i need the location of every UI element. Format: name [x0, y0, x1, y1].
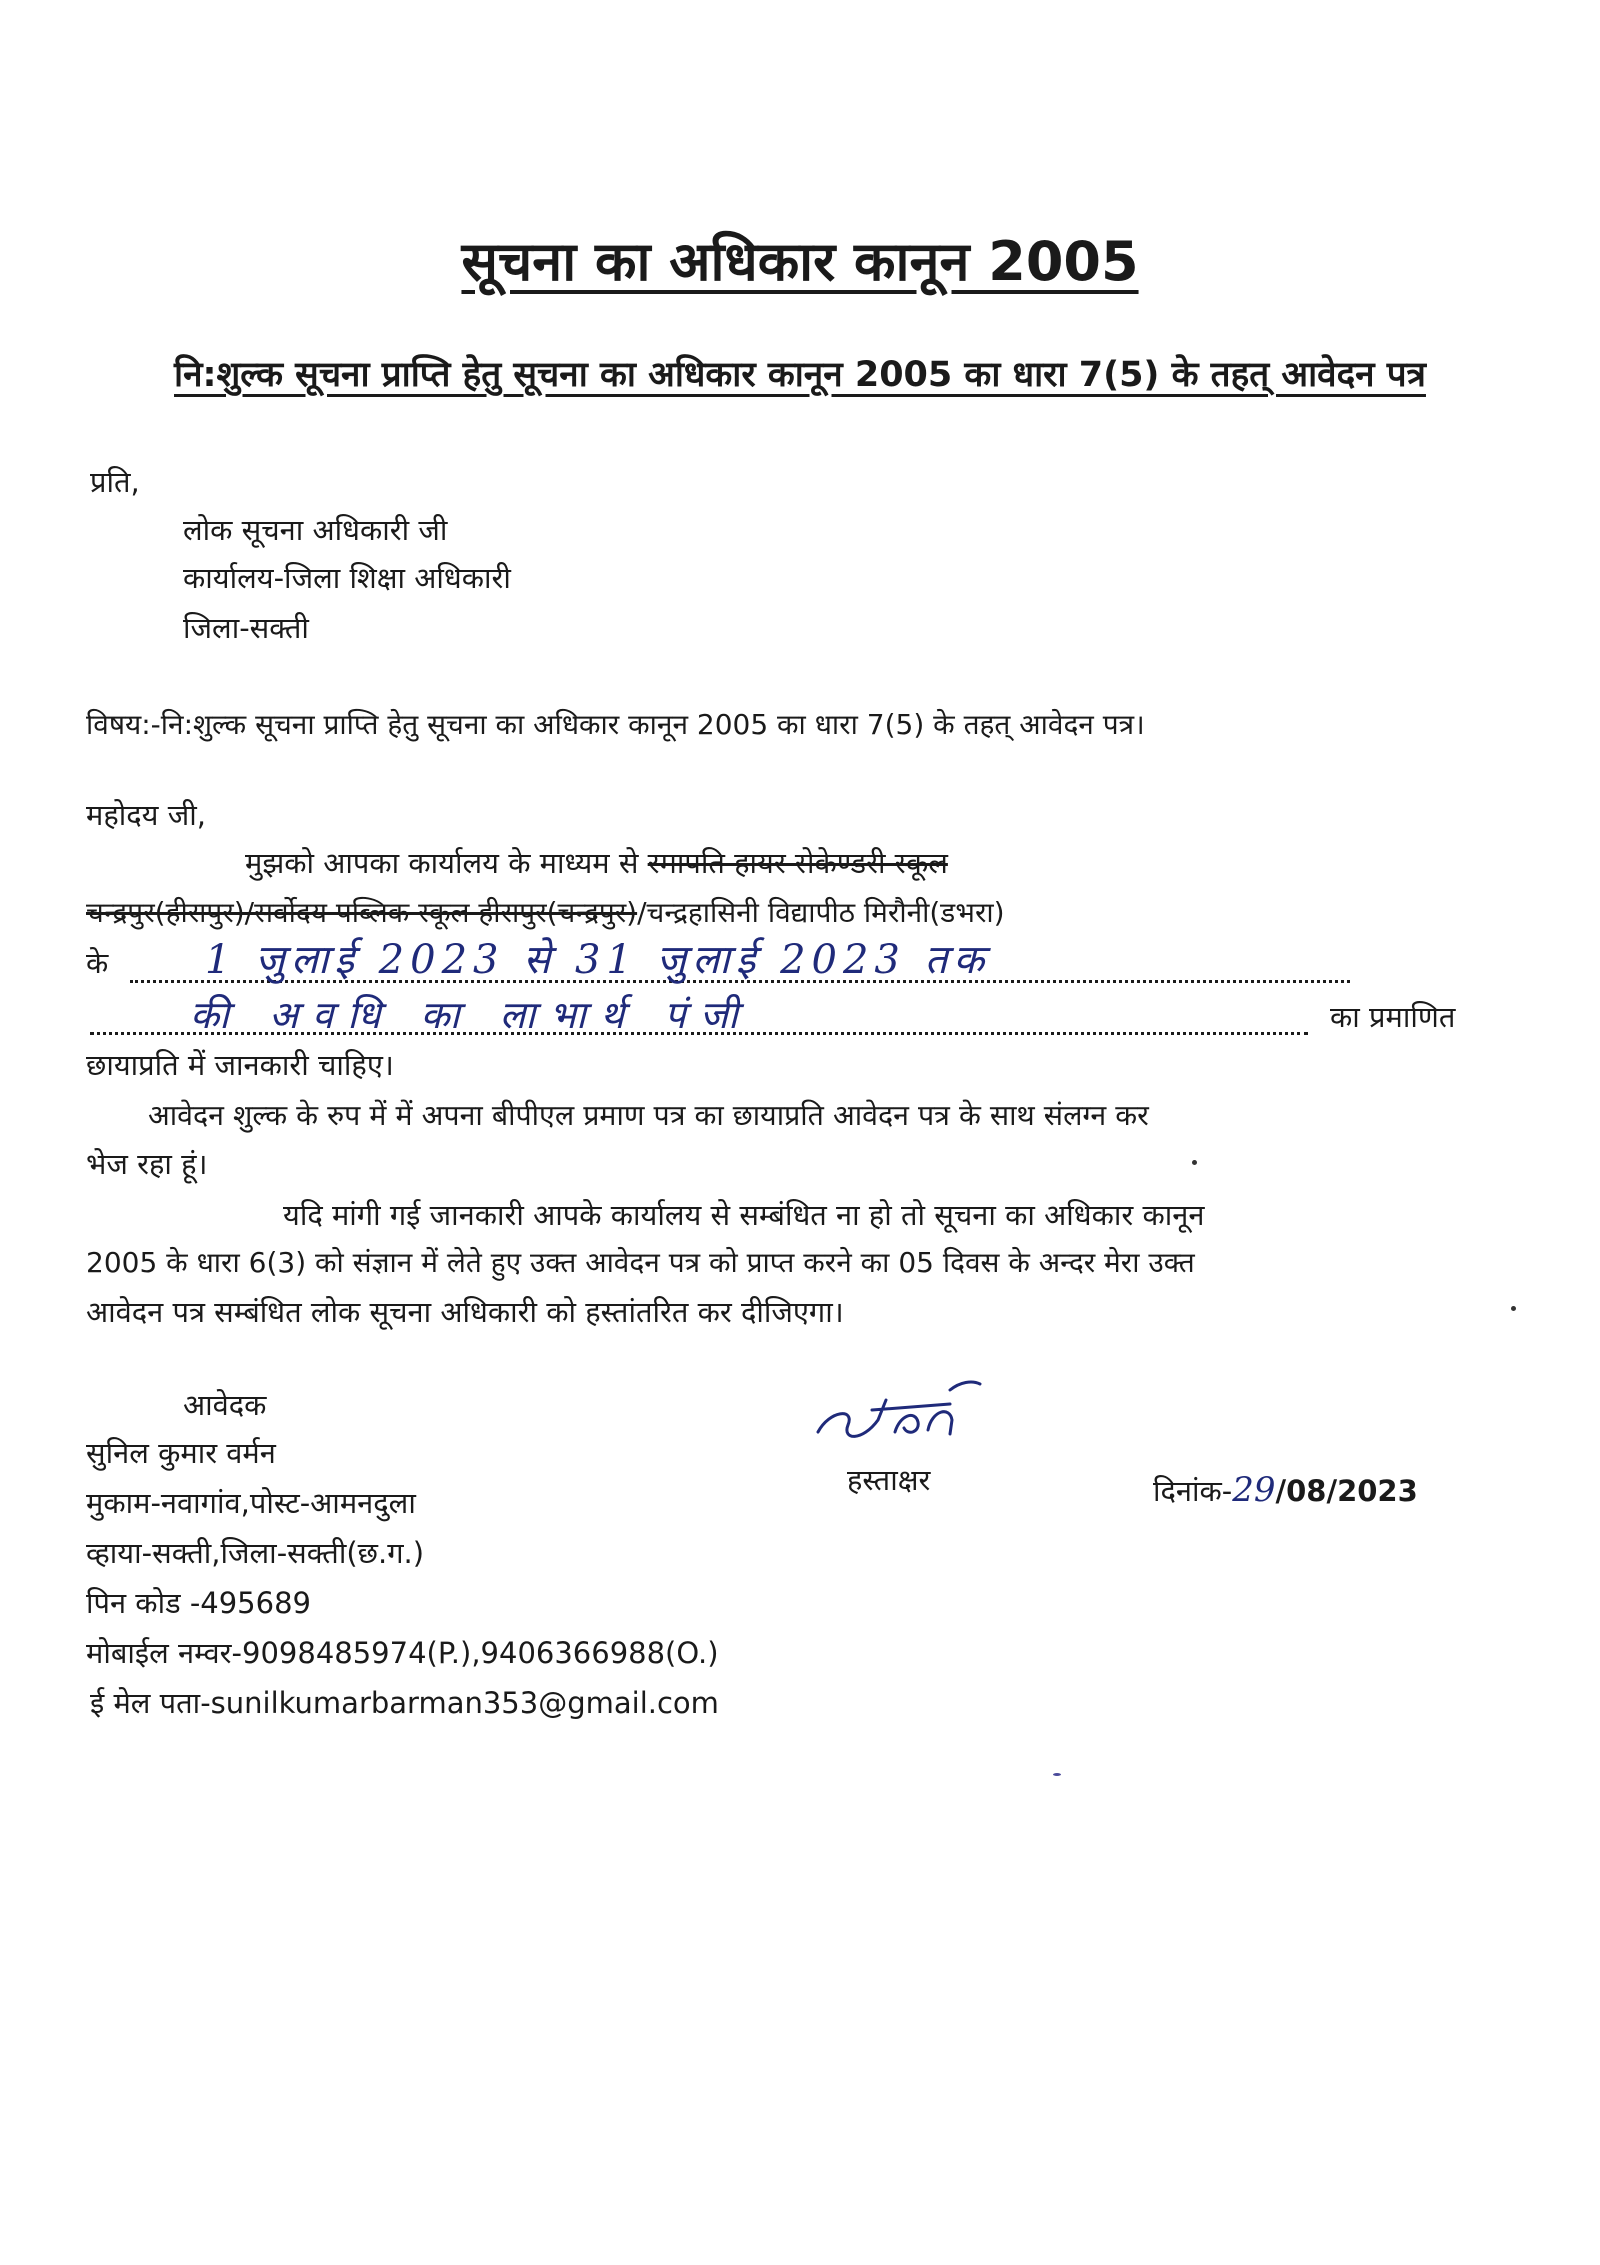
body-line-3-prefix: के — [86, 946, 109, 980]
date-line — [1153, 1470, 1418, 1510]
para3-line-1: यदि मांगी गई जानकारी आपके कार्यालय से सम्बंधित ना हो तो सूचना का अधिकार कानून — [283, 1198, 1205, 1232]
recipient-line-3: जिला-सक्ती — [183, 611, 309, 645]
body-line-2-rest: /चन्द्रहासिनी विद्यापीठ मिरौनी(डभरा) — [637, 896, 1005, 929]
recipient-line-2: कार्यालय-जिला शिक्षा अधिकारी — [183, 561, 511, 595]
handwritten-period: 1 जुलाई 2023 से 31 जुलाई 2023 तक — [205, 937, 991, 983]
document-title: सूचना का अधिकार कानून 2005 — [461, 230, 1139, 293]
subject-line: विषय:-नि:शुल्क सूचना प्राप्ति हेतु सूचना का अधिकार कानून 2005 का धारा 7(5) के तहत् आवेदन पत्र। — [86, 708, 1145, 741]
para3-line-3: आवेदन पत्र सम्बंधित लोक सूचना अधिकारी को हस्तांतरित कर दीजिएगा। — [86, 1295, 844, 1329]
handwritten-signature — [800, 1370, 990, 1460]
recipient-line-1: लोक सूचना अधिकारी जी — [183, 513, 448, 547]
body-line-2 — [86, 893, 1005, 931]
para2-line-1: आवेदन शुल्क के रुप में में अपना बीपीएल प्रमाण पत्र का छायाप्रति आवेदन पत्र के साथ संलग्न कर — [148, 1099, 1149, 1132]
body-line-1-prefix: मुझको आपका कार्यालय के माध्यम से — [245, 846, 639, 880]
body-line-4-suffix: का प्रमाणित — [1330, 1000, 1456, 1034]
date-label: दिनांक- — [1153, 1474, 1233, 1508]
applicant-mobile: मोबाईल नम्वर-9098485974(P.),9406366988(O.) — [86, 1636, 719, 1670]
struck-school-1: रमापति हायर सेकेण्डरी स्कूल — [647, 846, 948, 880]
scan-speck — [1511, 1306, 1516, 1311]
applicant-email: ई मेल पता-sunilkumarbarman353@gmail.com — [90, 1686, 719, 1720]
date-rest: /08/2023 — [1275, 1474, 1418, 1508]
body-line-5: छायाप्रति में जानकारी चाहिए। — [86, 1048, 394, 1082]
body-line-1 — [245, 843, 948, 882]
document-subtitle: नि:शुल्क सूचना प्राप्ति हेतु सूचना का अधिकार कानून 2005 का धारा 7(5) के तहत् आवेदन पत्र — [174, 355, 1426, 395]
para2-line-2: भेज रहा हूं। — [86, 1147, 208, 1181]
applicant-address-2: व्हाया-सक्ती,जिला-सक्ती(छ.ग.) — [86, 1536, 425, 1570]
signature-label: हस्ताक्षर — [847, 1463, 931, 1497]
scan-speck — [1053, 1773, 1061, 1776]
salutation: महोदय जी, — [86, 798, 206, 832]
applicant-address-1: मुकाम-नवागांव,पोस्ट-आमनदुला — [86, 1486, 416, 1520]
scan-speck — [1192, 1160, 1197, 1165]
struck-school-2: चन्द्रपुर(हीरापुर)/सर्वोदय पब्लिक स्कूल हीरापुर(चन्द्रपुर) — [86, 896, 638, 929]
handwritten-document-name: की अवधि का लाभार्थ पंजी — [190, 993, 752, 1037]
applicant-pin: पिन कोड -495689 — [86, 1586, 311, 1620]
date-day-handwritten: 29 — [1232, 1470, 1276, 1510]
to-label: प्रति, — [90, 465, 140, 499]
applicant-name: सुनिल कुमार वर्मन — [86, 1436, 276, 1470]
applicant-label: आवेदक — [183, 1388, 267, 1422]
para3-line-2: 2005 के धारा 6(3) को संज्ञान में लेते हुए उक्त आवेदन पत्र को प्राप्त करने का 05 दिवस के अन्दर मेरा उक्त — [86, 1246, 1195, 1279]
